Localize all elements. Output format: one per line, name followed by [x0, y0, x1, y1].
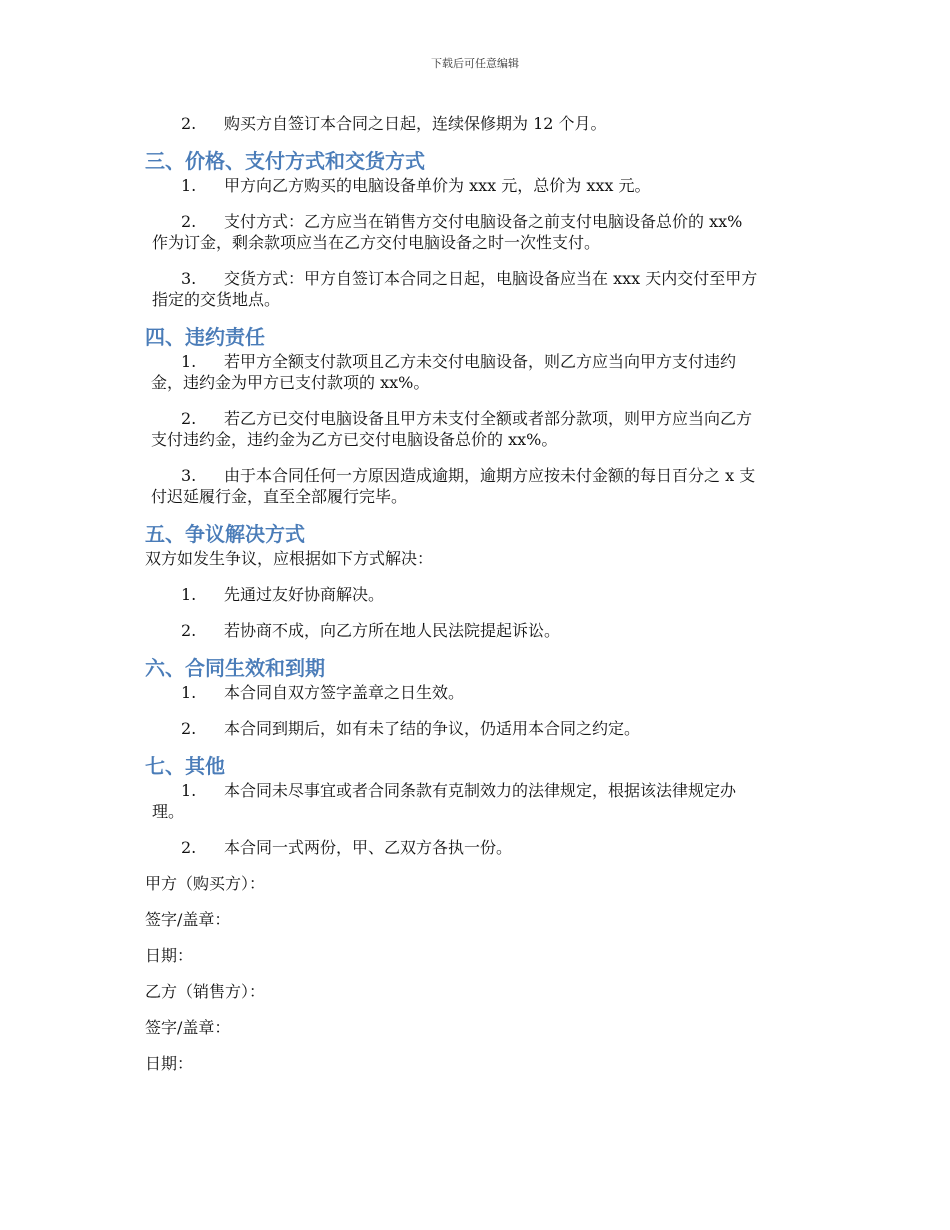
section-title: 五、争议解决方式	[145, 522, 305, 546]
list-item	[145, 780, 845, 822]
item-text-continued: 金，违约金为甲方已支付款项的 xx%。	[151, 373, 430, 392]
list-item	[145, 682, 845, 703]
list-item	[145, 718, 845, 739]
item-number: 2.	[181, 409, 197, 428]
party-a-label: 甲方（购买方）：	[145, 874, 266, 893]
item-number: 2.	[181, 114, 197, 133]
item-text: 本合同到期后，如有未了结的争议，仍适用本合同之约定。	[224, 719, 641, 738]
list-item	[145, 351, 845, 393]
list-item	[145, 268, 845, 310]
section-title: 四、违约责任	[145, 325, 265, 349]
item-number: 1.	[181, 781, 197, 800]
item-text: 由于本合同任何一方原因造成逾期，逾期方应按未付金额的每日百分之 x 支	[224, 466, 756, 485]
item-text-continued: 指定的交货地点。	[152, 290, 281, 309]
item-text: 本合同自双方签字盖章之日生效。	[224, 683, 465, 702]
party-a-signature-label: 签字/盖章：	[145, 910, 231, 929]
item-number: 2.	[181, 719, 197, 738]
list-item	[145, 211, 845, 253]
item-text-continued: 理。	[152, 802, 185, 821]
party-b-signature-label: 签字/盖章：	[145, 1018, 231, 1037]
item-text: 交货方式：甲方自签订本合同之日起，电脑设备应当在 xxx 天内交付至甲方	[224, 269, 758, 288]
item-number: 1.	[181, 352, 197, 371]
section-title: 三、价格、支付方式和交货方式	[145, 149, 425, 173]
section-title: 七、其他	[145, 754, 225, 778]
item-text-continued: 支付违约金，违约金为乙方已交付电脑设备总价的 xx%。	[151, 430, 558, 449]
item-number: 1.	[181, 176, 197, 195]
item-number: 3.	[181, 269, 197, 288]
party-a-date-label: 日期：	[145, 946, 194, 965]
section-intro: 双方如发生争议，应根据如下方式解决：	[145, 549, 434, 568]
item-text: 若乙方已交付电脑设备且甲方未支付全额或者部分款项，则甲方应当向乙方	[224, 409, 753, 428]
list-item	[145, 113, 845, 134]
item-text: 本合同一式两份，甲、乙双方各执一份。	[224, 838, 513, 857]
item-text: 先通过友好协商解决。	[224, 585, 385, 604]
party-b-date-label: 日期：	[145, 1054, 194, 1073]
item-number: 2.	[181, 212, 197, 231]
list-item	[145, 408, 845, 450]
item-number: 1.	[181, 585, 197, 604]
item-text: 购买方自签订本合同之日起，连续保修期为 12 个月。	[224, 114, 607, 133]
item-text: 若甲方全额支付款项且乙方未交付电脑设备，则乙方应当向甲方支付违约	[224, 352, 737, 371]
header-note: 下载后可任意编辑	[431, 57, 519, 70]
item-text: 支付方式：乙方应当在销售方交付电脑设备之前支付电脑设备总价的 xx%	[224, 212, 743, 231]
item-text-continued: 作为订金，剩余款项应当在乙方交付电脑设备之时一次性支付。	[152, 233, 601, 252]
item-text: 若协商不成，向乙方所在地人民法院提起诉讼。	[224, 621, 561, 640]
item-text-continued: 付迟延履行金，直至全部履行完毕。	[151, 487, 408, 506]
item-number: 2.	[181, 621, 197, 640]
item-number: 2.	[181, 838, 197, 857]
list-item	[145, 465, 845, 507]
list-item	[145, 584, 845, 605]
document-content	[145, 113, 845, 1089]
list-item	[145, 620, 845, 641]
party-b-label: 乙方（销售方）：	[145, 982, 266, 1001]
list-item	[145, 837, 845, 858]
list-item	[145, 175, 845, 196]
item-text: 甲方向乙方购买的电脑设备单价为 xxx 元，总价为 xxx 元。	[224, 176, 651, 195]
section-title: 六、合同生效和到期	[145, 656, 325, 680]
item-number: 1.	[181, 683, 197, 702]
item-number: 3.	[181, 466, 197, 485]
item-text: 本合同未尽事宜或者合同条款有克制效力的法律规定，根据该法律规定办	[224, 781, 737, 800]
